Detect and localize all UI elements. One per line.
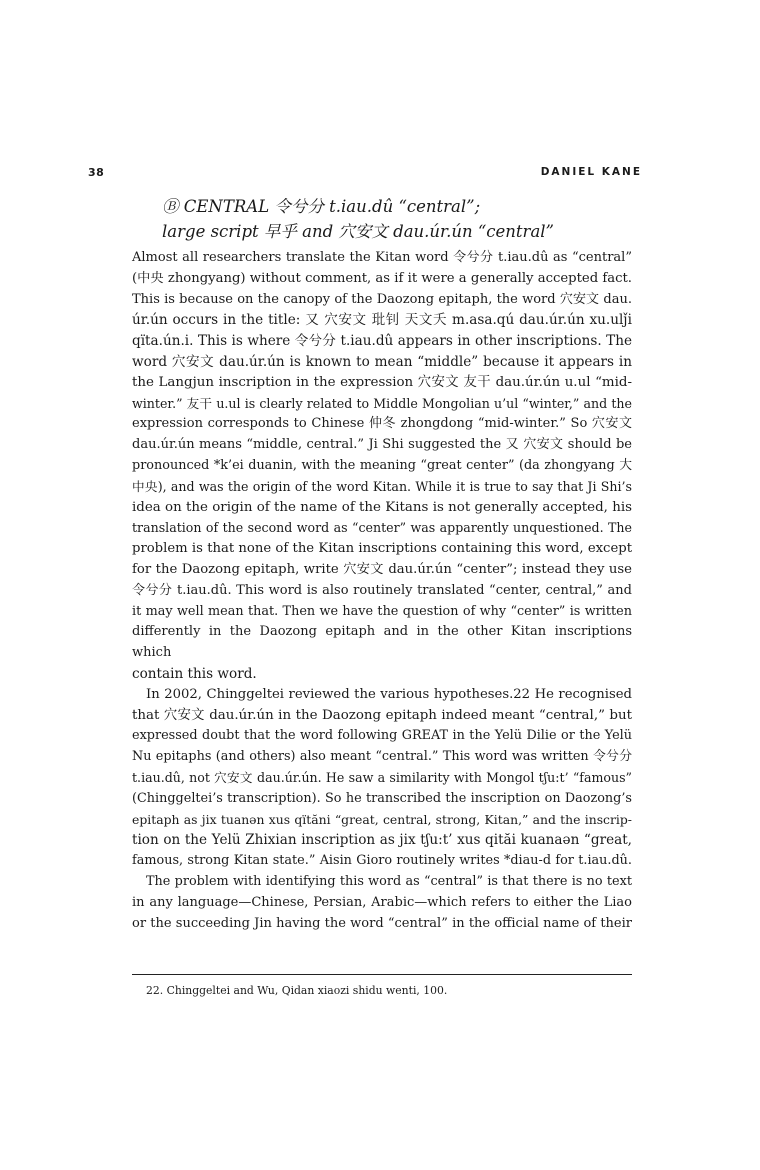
text-line: for the Daozong epitaph, write 穴安文 dau.úr.ún “center”; instead they use <box>132 561 632 577</box>
text-line: contain this word. <box>132 665 257 682</box>
text-line: epitaph as jix tuanən xus qïtăni “great, central, strong, Kitan,” and the inscrip- <box>132 811 632 827</box>
footnote: 22. Chinggeltei and Wu, Qidan xiaozi shidu wenti, 100. <box>146 984 448 997</box>
text-line: 令兮分 t.iau.dû. This word is also routinely translated “center, central,” and <box>132 582 632 598</box>
text-line: t.iau.dû, not 穴安文 dau.úr.ún. He saw a similarity with Mongol tʃu:t’ “famous” <box>132 769 632 785</box>
heading-line: large script 早乎 and 穴安文 dau.úr.ún “central” <box>162 222 554 241</box>
body-text <box>132 248 632 934</box>
text-line: qïta.ún.i. This is where 令兮分 t.iau.dû appears in other inscriptions. The <box>132 333 632 350</box>
text-line: problem is that none of the Kitan inscriptions containing this word, except <box>132 541 632 557</box>
text-line: winter.” 友干 u.ul is clearly related to Middle Mongolian u’ul “winter,” and the <box>132 395 632 411</box>
text-line: expression corresponds to Chinese 仲冬 zhongdong “mid-winter.” So 穴安文 <box>132 416 632 432</box>
text-line: dau.úr.ún means “middle, central.” Ji Shi suggested the 又 穴安文 should be <box>132 437 632 453</box>
running-header <box>0 166 760 186</box>
text-line: The problem with identifying this word as “central” is that there is no text <box>146 873 632 889</box>
section-heading <box>162 194 642 244</box>
text-line: the Langjun inscription in the expression 穴安文 友干 dau.úr.ún u.ul “mid- <box>132 374 632 390</box>
text-line: In 2002, Chinggeltei reviewed the various hypotheses.22 He recognised <box>146 686 632 702</box>
running-head-author: DANIEL KANE <box>540 166 642 178</box>
text-line: (中央 zhongyang) without comment, as if it were a generally accepted fact. <box>132 270 632 286</box>
text-line: pronounced *k’ei duanin, with the meaning “great center” (da zhongyang 大 <box>132 457 632 473</box>
text-line: úr.ún occurs in the title: 又 穴安文 玭钊 天文夭 m.asa.qú dau.úr.ún xu.ulǰi <box>132 312 632 329</box>
text-line: differently in the Daozong epitaph and in the other Kitan inscriptions which <box>132 624 632 661</box>
heading-line: Ⓑ CENTRAL 令兮分 t.iau.dû “central”; <box>162 197 481 216</box>
text-line: Almost all researchers translate the Kitan word 令兮分 t.iau.dû as “central” <box>132 250 632 265</box>
text-line: This is because on the canopy of the Daozong epitaph, the word 穴安文 dau. <box>132 291 632 307</box>
text-line: translation of the second word as “center” was apparently unquestioned. The <box>132 520 632 536</box>
text-line: Nu epitaphs (and others) also meant “central.” This word was written 令兮分 <box>132 749 632 765</box>
text-line: 中央), and was the origin of the word Kitan. While it is true to say that Ji Shi’s <box>132 478 632 494</box>
text-line: expressed doubt that the word following GREAT in the Yelü Dilie or the Yelü <box>132 728 632 744</box>
text-line: word 穴安文 dau.úr.ún is known to mean “middle” because it appears in <box>132 353 632 370</box>
text-line: in any language—Chinese, Persian, Arabic—which refers to either the Liao <box>132 894 632 910</box>
text-line: tion on the Yelü Zhixian inscription as jix tʃu:t’ xus qităi kuanaən “great, <box>132 832 632 849</box>
page-number: 38 <box>88 166 105 179</box>
text-line: or the succeeding Jin having the word “central” in the official name of their <box>132 915 632 931</box>
text-line: idea on the origin of the name of the Kitans is not generally accepted, his <box>132 499 632 515</box>
text-line: it may well mean that. Then we have the question of why “center” is written <box>132 603 632 619</box>
text-line: (Chinggeltei’s transcription). So he transcribed the inscription on Daozong’s <box>132 790 632 806</box>
text-line: famous, strong Kitan state.” Aisin Gioro routinely writes *diau-d for t.iau.dû. <box>132 853 632 869</box>
footnote-divider <box>132 974 632 975</box>
text-line: that 穴安文 dau.úr.ún in the Daozong epitaph indeed meant “central,” but <box>132 707 632 723</box>
